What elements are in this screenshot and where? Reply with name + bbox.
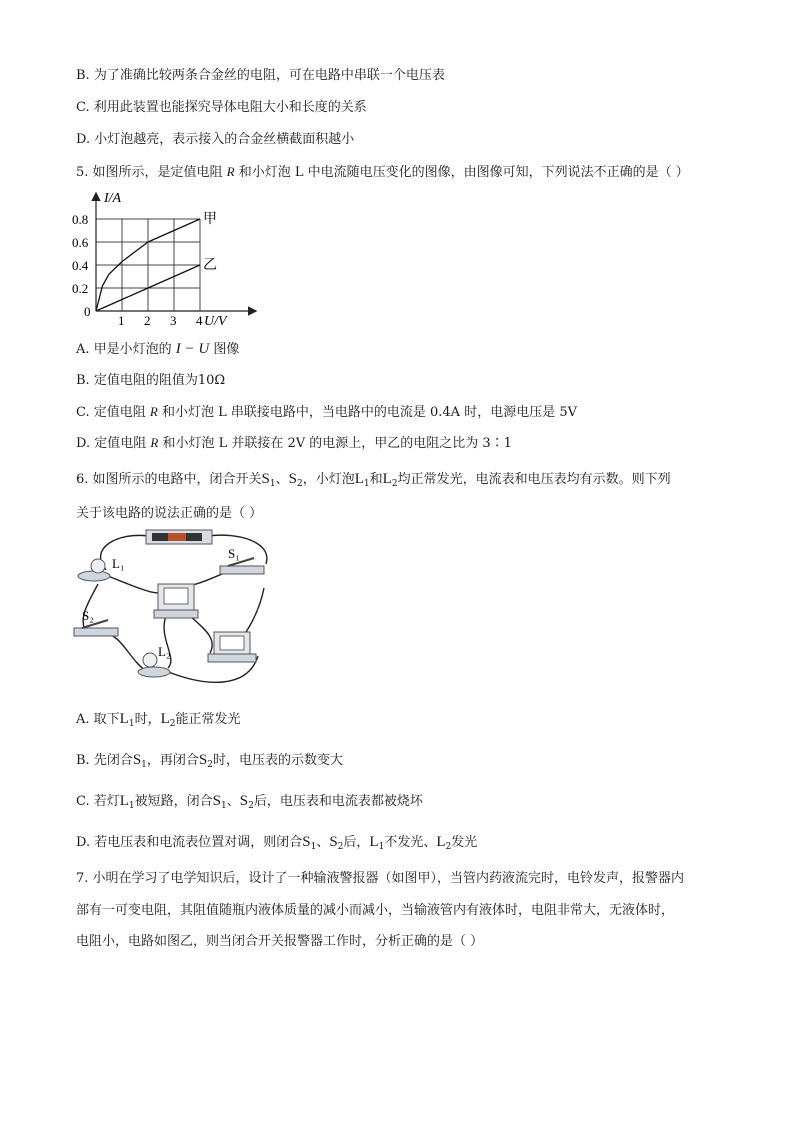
q6-option-c: C. 若灯$L_1$被短路，闭合$S_1$、$S_2$后，电压表和电流表都被烧坏 xyxy=(76,793,423,811)
q7-stem-line1: 7. 小明在学习了电学知识后，设计了一种输液警报器（如图甲），当管内药液流完时，电铃发声，报警器内 xyxy=(76,871,685,886)
q7-stem-line2: 部有一可变电阻，其阻值随瓶内液体质量的减小而减小，当输液管内有液体时，电阻非常大，无液体时， xyxy=(76,903,675,918)
y-tick-label: 0.2 xyxy=(72,281,89,296)
origin-label: 0 xyxy=(84,304,91,319)
svg-text:S₂: S₂ xyxy=(82,608,94,623)
q4-option-d: D. 小灯泡越亮，表示接入的合金丝横截面积越小 xyxy=(76,132,355,147)
x-tick-label: 1 xyxy=(118,313,125,328)
q5-option-a: A. 甲是小灯泡的 I − U 图像 xyxy=(76,341,240,357)
q4-option-b: B. 为了准确比较两条合金丝的电阻，可在电路中串联一个电压表 xyxy=(76,68,445,83)
q5-option-b: B. 定值电阻的阻值为10Ω xyxy=(76,373,226,388)
q4-option-c: C. 利用此装置也能探究导体电阻大小和长度的关系 xyxy=(76,100,367,115)
x-axis-label: U/V xyxy=(204,314,227,329)
svg-text:L₂: L₂ xyxy=(158,644,171,659)
chart-grid xyxy=(96,219,200,311)
y-tick-label: 0.6 xyxy=(72,235,89,250)
x-tick-label: 2 xyxy=(144,313,151,328)
series-label-2: 乙 xyxy=(203,258,217,273)
q6-option-a: A. 取下$L_1$时，$L_2$能正常发光 xyxy=(76,711,241,729)
svg-text:S₁: S₁ xyxy=(228,546,240,561)
q6-option-b: B. 先闭合$S_1$，再闭合$S_2$时，电压表的示数变大 xyxy=(76,752,344,770)
x-tick-label: 4 xyxy=(196,313,203,328)
q5-option-c: C. 定值电阻 R 和小灯泡 L 串联接电路中，当电路中的电流是 0.4A 时，电源电压是 5V xyxy=(76,404,577,420)
q5-option-d: D. 定值电阻 R 和小灯泡 L 并联接在 2V 的电源上，甲乙的电阻之比为 3∶1 xyxy=(76,435,512,451)
circuit-figure xyxy=(68,528,278,693)
y-tick-label: 0.4 xyxy=(72,258,89,273)
q5-stem: 5. 如图所示，是定值电阻 R 和小灯泡 L 中电流随电压变化的图像，由图像可知，下列说法不正确的是（ ） xyxy=(76,164,689,180)
svg-text:L₁: L₁ xyxy=(112,556,125,571)
q6-stem-line2: 关于该电路的说法正确的是（ ） xyxy=(76,506,263,521)
q6-stem-line1: 6. 如图所示的电路中，闭合开关$S_1$、$S_2$，小灯泡$L_1$和$L_2$均正常发光，电流表和电压表均有示数。则下列 xyxy=(76,471,671,489)
q7-stem-line3: 电阻小，电路如图乙，则当闭合开关报警器工作时，分析正确的是（ ） xyxy=(76,934,484,949)
series-label-1: 甲 xyxy=(203,212,217,227)
y-axis-label: I/A xyxy=(104,191,122,206)
q6-option-d: D. 若电压表和电流表位置对调，则闭合$S_1$、$S_2$后，$L_1$不发光、$L_2$发光 xyxy=(76,834,478,852)
iu-chart xyxy=(70,188,270,330)
x-tick-label: 3 xyxy=(170,313,177,328)
y-tick-label: 0.8 xyxy=(72,212,89,227)
